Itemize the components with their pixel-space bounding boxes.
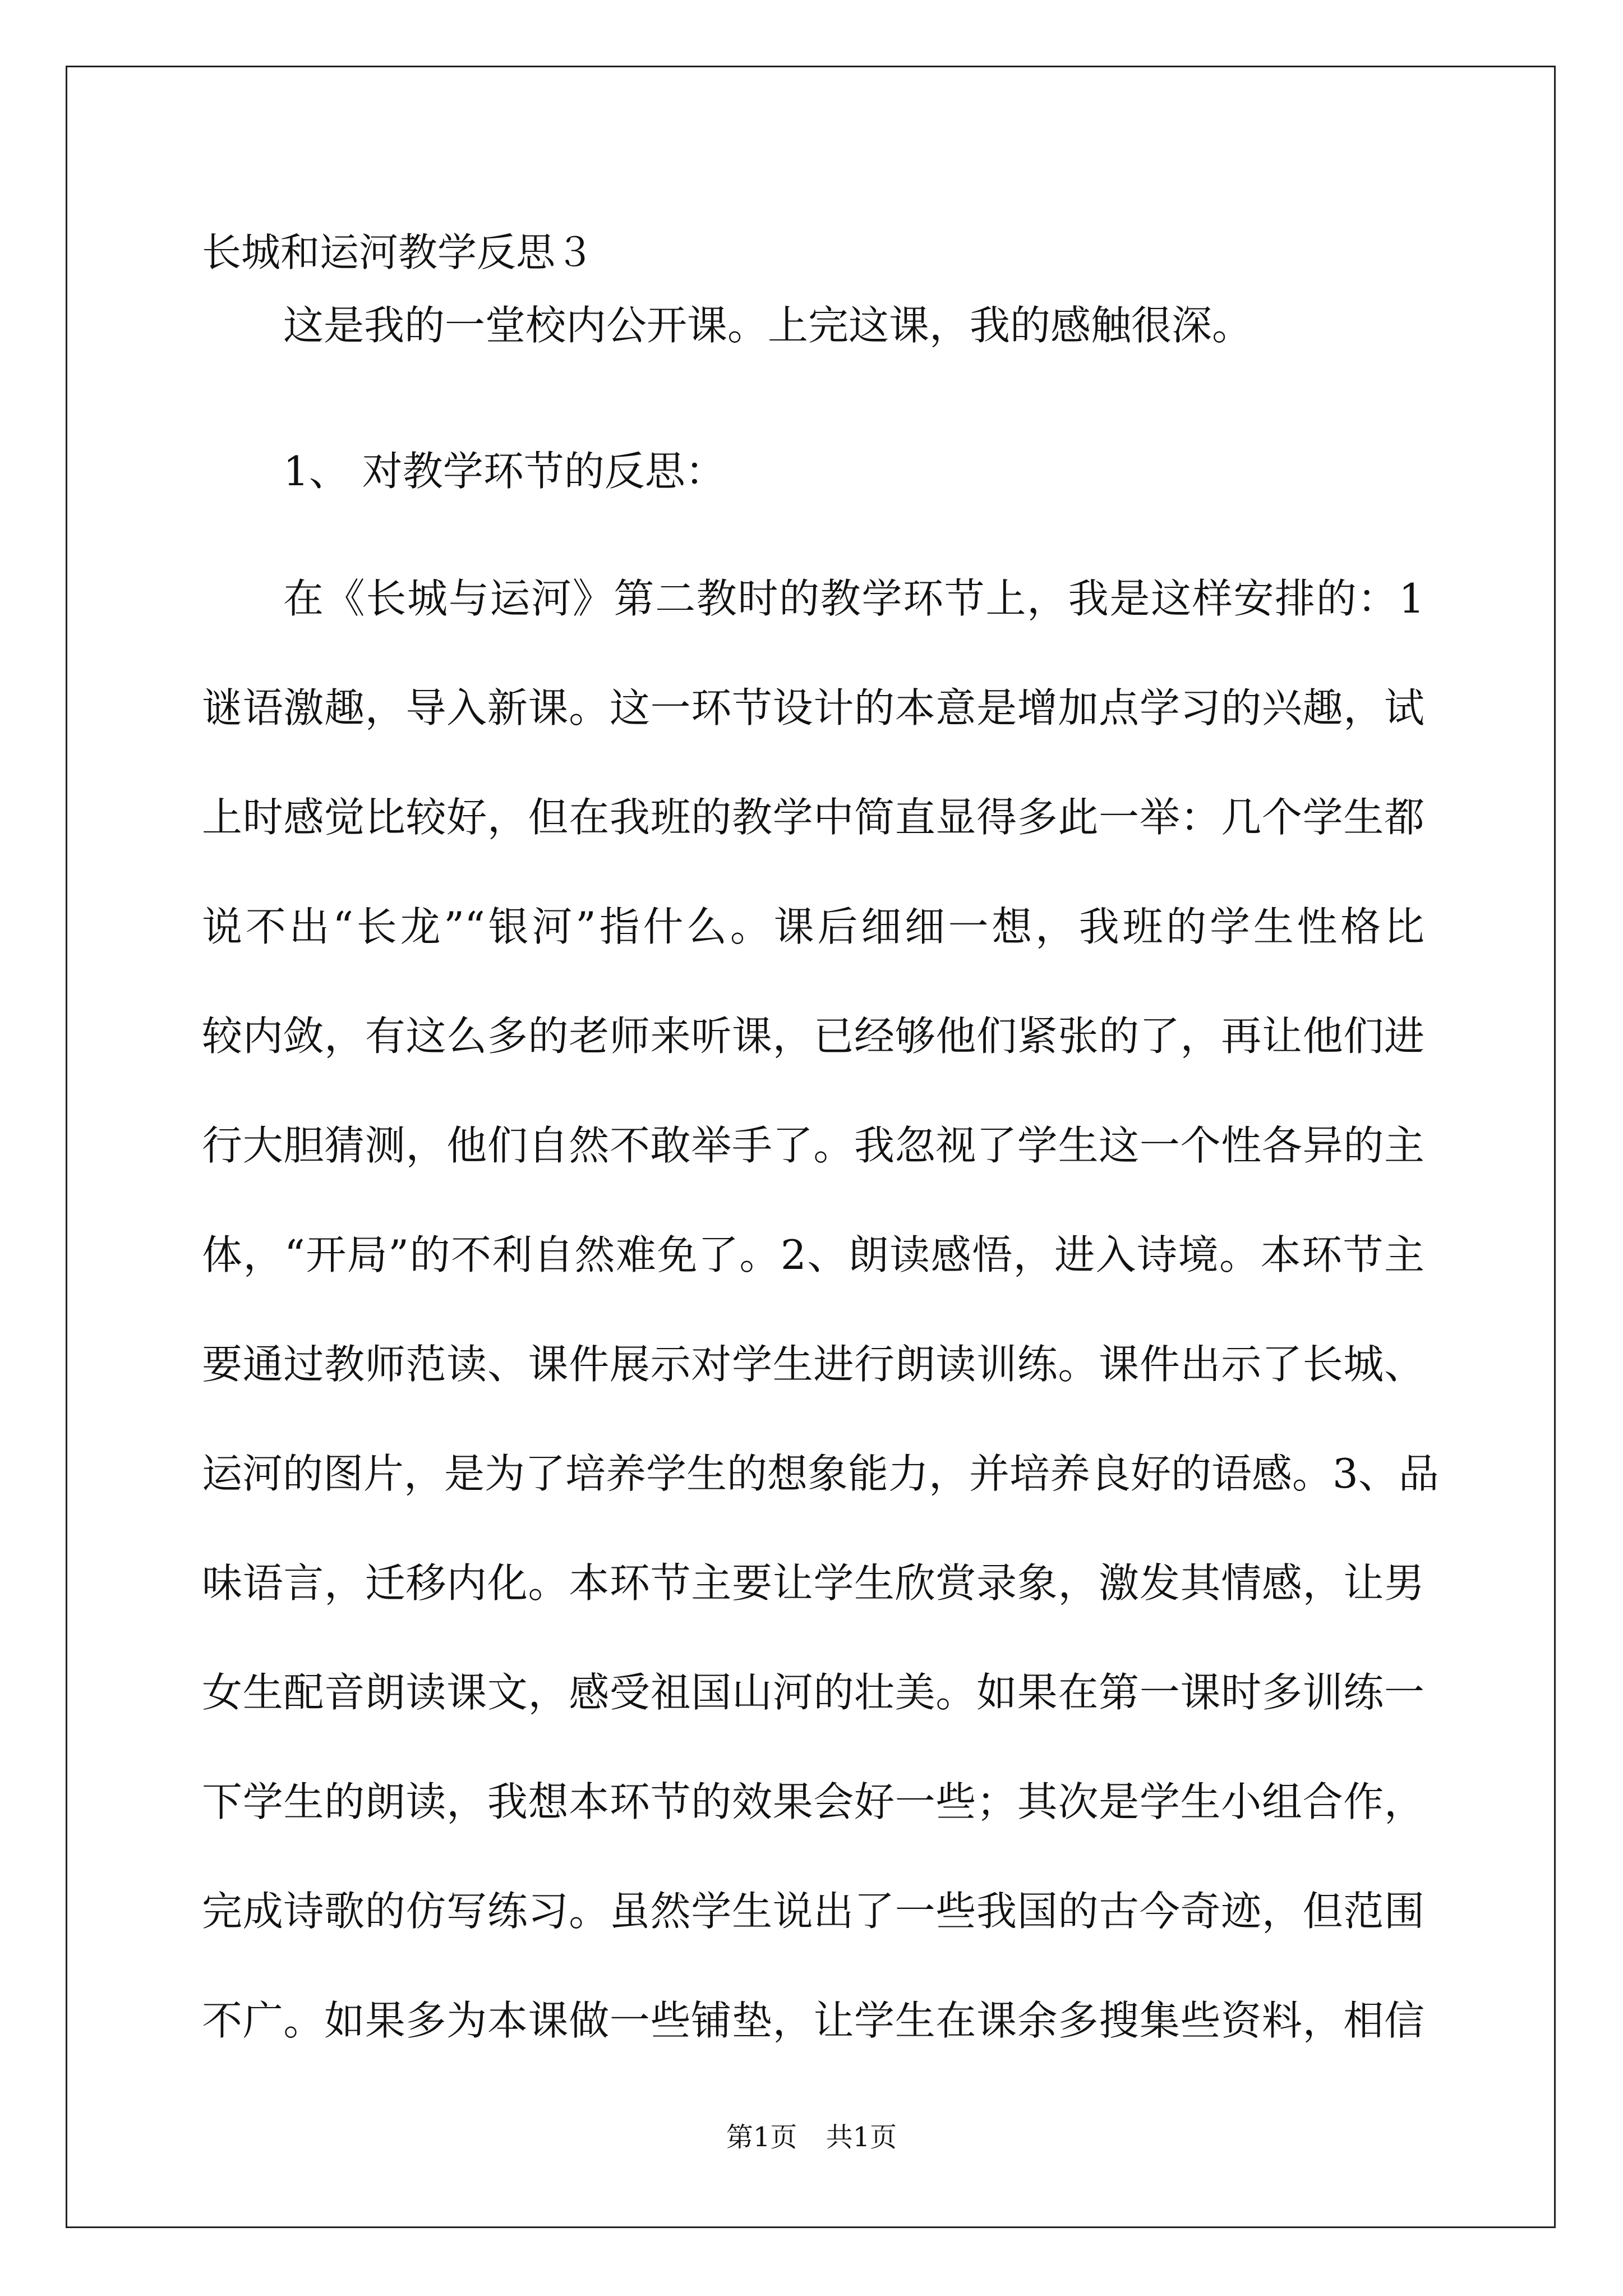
body-line: 完成诗歌的仿写练习。虽然学生说出了一些我国的古今奇迹，但范围	[202, 1888, 1424, 1935]
body-paragraph	[202, 544, 1439, 2076]
page-footer	[0, 2120, 1623, 2154]
intro-paragraph: 这是我的一堂校内公开课。上完这课，我的感触很深。	[283, 302, 1253, 349]
body-line: 味语言，迁移内化。本环节主要让学生欣赏录象，激发其情感，让男	[202, 1559, 1424, 1607]
body-line: 不广。如果多为本课做一些铺垫，让学生在课余多搜集些资料，相信	[202, 1997, 1424, 2044]
page-number: 第1页	[726, 2122, 797, 2153]
body-line: 下学生的朗读，我想本环节的效果会好一些；其次是学生小组合作，	[202, 1778, 1424, 1825]
body-line: 运河的图片，是为了培养学生的想象能力，并培养良好的语感。3、品	[202, 1450, 1439, 1497]
body-line: 女生配音朗读课文，感受祖国山河的壮美。如果在第一课时多训练一	[202, 1669, 1424, 1716]
body-line: 较内敛，有这么多的老师来听课，已经够他们紧张的了，再让他们进	[202, 1013, 1424, 1060]
body-line: 谜语激趣，导入新课。这一环节设计的本意是增加点学习的兴趣，试	[202, 684, 1424, 731]
body-line: 体，“开局”的不利自然难免了。2、朗读感悟，进入诗境。本环节主	[202, 1231, 1424, 1278]
page-total: 共1页	[826, 2122, 897, 2153]
document-title: 长城和运河教学反思３	[202, 229, 594, 275]
body-line: 说不出“长龙”“银河”指什么。课后细细一想，我班的学生性格比	[202, 903, 1424, 950]
body-line: 行大胆猜测，他们自然不敢举手了。我忽视了学生这一个性各异的主	[202, 1122, 1424, 1169]
body-line: 要通过教师范读、课件展示对学生进行朗读训练。课件出示了长城、	[202, 1341, 1424, 1388]
body-line: 上时感觉比较好，但在我班的教学中简直显得多此一举：几个学生都	[202, 794, 1424, 841]
body-line: 在《长城与运河》第二教时的教学环节上，我是这样安排的：1	[283, 575, 1424, 622]
section-heading: 1、 对教学环节的反思：	[283, 448, 726, 495]
